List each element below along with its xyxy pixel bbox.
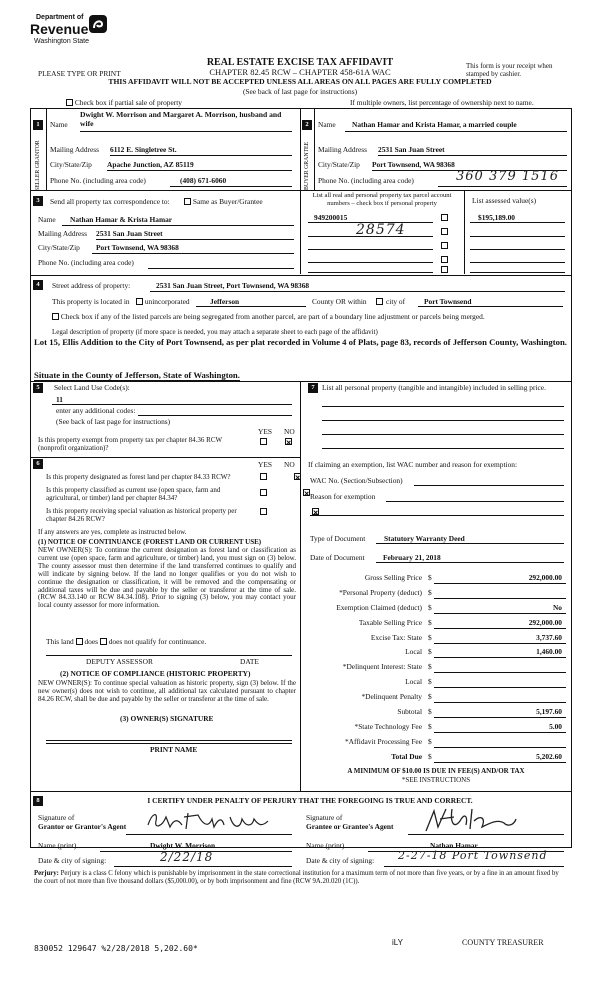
assessed-header: List assessed value(s) <box>472 196 537 205</box>
dept-line1: Department of <box>36 14 84 21</box>
corr-city-label: City/State/Zip <box>38 243 80 252</box>
parcel-header: List all real and personal property tax parcel account numbers – check box if personal property <box>312 192 452 207</box>
current-use-question: Is this property classified as current use (open space, farm and agricultural, or timber) land per chapter 84.34? <box>46 486 221 503</box>
fee-label: Subtotal <box>397 707 422 717</box>
corr-name-label: Name <box>38 215 56 224</box>
exempt-question: Is this property exempt from property tax per chapter 84.36 RCW (nonprofit organization)? <box>38 436 222 453</box>
grantor-name-field[interactable]: Dwight W. Morrison <box>150 841 216 850</box>
fee-underline <box>434 657 566 658</box>
land-does-not-checkbox[interactable] <box>100 638 107 645</box>
reason-label: Reason for exemption <box>310 492 376 501</box>
fee-table <box>310 572 566 766</box>
fee-currency: $ <box>428 677 432 687</box>
fee-row <box>310 587 566 602</box>
grantee-sig-label2: Grantee or Grantee's Agent <box>306 822 394 831</box>
grantor-signature[interactable] <box>144 807 274 835</box>
land-use-label: Select Land Use Code(s): <box>54 383 130 392</box>
grantee-name-field[interactable]: Nathan Hamar <box>430 841 478 850</box>
fee-currency: $ <box>428 692 432 702</box>
form-title: REAL ESTATE EXCISE TAX AFFIDAVIT <box>206 57 394 68</box>
fee-row <box>310 721 566 736</box>
fee-value[interactable]: 1,460.00 <box>536 647 562 657</box>
see-instructions-note: *SEE INSTRUCTIONS <box>401 776 471 784</box>
fee-label: Total Due <box>391 751 422 761</box>
deputy-date-label: DATE <box>240 657 259 666</box>
forest-yes-checkbox[interactable] <box>260 473 267 480</box>
fee-currency: $ <box>428 662 432 672</box>
fee-row <box>310 676 566 691</box>
fee-row <box>310 646 566 661</box>
grantee-date-label: Date & city of signing: <box>306 856 375 865</box>
section-5-badge: 5 <box>33 383 43 393</box>
parcel-3-personal-checkbox[interactable] <box>441 242 448 249</box>
perjury-notice: Perjury: Perjury is a class C felony which is punishable by imprisonment in the state correctional institution for a maximum term of not more than five years, or by a fine in an amount fixed by the court of not more than five thousand dollars ($5,000.00), or by both imprisonment and fine (RCW 9A.20.020 (1C)). <box>34 870 559 886</box>
fee-row <box>310 691 566 706</box>
form-instructions: (See back of last page for instructions) <box>242 87 358 96</box>
partial-sale-checkbox[interactable] <box>66 99 73 106</box>
within-city-checkbox[interactable] <box>376 298 383 305</box>
section-7-badge: 7 <box>308 383 318 393</box>
fee-label: Local <box>405 677 422 687</box>
section-2-badge: 2 <box>302 120 312 130</box>
parcel-2-field[interactable]: 28574 <box>356 222 406 238</box>
owner-signature-label: (3) OWNER(S) SIGNATURE <box>120 714 214 723</box>
fee-row <box>310 661 566 676</box>
property-city-field[interactable]: Port Townsend <box>424 297 472 306</box>
buyer-city-label: City/State/Zip <box>318 160 360 169</box>
notice1-title: (1) NOTICE OF CONTINUANCE (FOREST LAND OR CURRENT USE) <box>38 538 262 546</box>
buyer-name-field[interactable]: Nathan Hamar and Krista Hamar, a married couple <box>352 120 517 129</box>
buyer-mailing-label: Mailing Address <box>318 145 368 154</box>
forest-no-checkbox[interactable] <box>294 473 301 480</box>
corr-mailing-field[interactable]: 2531 San Juan Street <box>96 229 163 238</box>
form-warning: THIS AFFIDAVIT WILL NOT BE ACCEPTED UNLESS ALL AREAS ON ALL PAGES ARE FULLY COMPLETED <box>108 77 492 86</box>
seller-city-field[interactable]: Apache Junction, AZ 85119 <box>107 160 194 169</box>
dor-logo <box>30 14 122 54</box>
city-of-label: city of <box>386 297 406 306</box>
seller-side-label: SELLER GRANTOR <box>35 140 41 192</box>
seller-city-label: City/State/Zip <box>50 160 92 169</box>
seller-mailing-label: Mailing Address <box>50 145 100 154</box>
seller-mailing-field[interactable]: 6112 E. Singletree St. <box>110 145 177 154</box>
fee-label: Gross Selling Price <box>364 573 422 582</box>
minimum-fee-note: A MINIMUM OF $10.00 IS DUE IN FEE(S) AND/OR TAX <box>347 767 525 775</box>
fee-underline <box>434 672 566 673</box>
fee-label: *Personal Property (deduct) <box>339 587 422 597</box>
fee-underline <box>434 702 566 703</box>
dor-emblem-icon <box>88 14 108 34</box>
doc-date-field[interactable]: February 21, 2018 <box>383 553 441 562</box>
fee-row <box>310 572 566 587</box>
wac-label: WAC No. (Section/Subsection) <box>310 476 403 485</box>
fee-underline <box>434 732 566 733</box>
fee-value[interactable]: No <box>552 602 562 612</box>
cashier-stamp: 830052 129647 %2/28/2018 5,202.60* <box>34 944 198 953</box>
print-name-label: PRINT NAME <box>150 745 198 754</box>
dept-line3: Washington State <box>34 38 89 45</box>
if-yes-note: If any answers are yes, complete as instructed below. <box>38 528 187 536</box>
historic-yes-checkbox[interactable] <box>260 508 267 515</box>
segregated-checkbox[interactable] <box>52 313 59 320</box>
receipt-note: This form is your receipt when stamped by cashier. <box>466 62 553 79</box>
grantor-sig-label2: Grantor or Grantor's Agent <box>38 822 127 831</box>
segregated-option[interactable]: Check box if any of the listed parcels are being segregated from another parcel, are part of a boundary line adjustment or parcels being merged. <box>52 313 485 322</box>
county-or-label: County OR within <box>312 297 367 306</box>
fee-currency: $ <box>428 587 432 597</box>
fee-value[interactable]: 3,737.60 <box>536 632 562 642</box>
parcel-2-personal-checkbox[interactable] <box>441 228 448 235</box>
fee-currency: $ <box>428 647 432 657</box>
fee-label: *Delinquent Interest: State <box>342 662 422 672</box>
buyer-side-label: BUYER GRANTEE <box>304 141 310 191</box>
fee-label: *Affidavit Processing Fee <box>344 736 422 746</box>
corr-city-field[interactable]: Port Townsend, WA 98368 <box>96 243 179 252</box>
fee-label: *State Technology Fee <box>354 721 422 731</box>
notice1-text: NEW OWNER(S): To continue the current designation as forest land or classification as current use (open space, farm and agriculture, or timber) land, you must sign on (3) below. The county assessor must then determine if the land transferred continues to qualify and will indicate by signing below. If the land no longer qualifies or you do not wish to continue the designation or classification, it will be removed and the compensating or additional taxes will be due and payable by the seller or transferor at the time of sale. (RCW 84.33.140 or RCW 84.34.108). Prior to signing (3) below, you may contact your local county assessor for more information. <box>38 546 296 610</box>
exempt-no-checkbox[interactable] <box>285 438 292 445</box>
fee-row <box>310 751 566 766</box>
parcel-1-field[interactable]: 949200015 <box>314 213 348 222</box>
unincorporated-checkbox[interactable] <box>136 298 143 305</box>
corr-mailing-label: Mailing Address <box>38 229 88 238</box>
additional-codes-label: enter any additional codes: <box>56 406 136 415</box>
section-6-badge: 6 <box>33 459 43 469</box>
fee-value[interactable]: 292,000.00 <box>528 617 562 627</box>
grantee-date-field[interactable]: 2-27-18 Port Townsend <box>398 849 548 862</box>
fee-underline <box>434 628 566 629</box>
fee-currency: $ <box>428 602 432 612</box>
county-field[interactable]: Jefferson <box>210 297 240 306</box>
street-label: Street address of property: <box>52 281 131 290</box>
seller-name-field[interactable]: Dwight W. Morrison and Margaret A. Morrison, husband and wife <box>80 110 282 129</box>
partial-sale-option[interactable]: Check box if partial sale of property <box>66 99 182 108</box>
grantor-sig-label1: Signature of <box>38 813 75 822</box>
notice2-title: (2) NOTICE OF COMPLIANCE (HISTORIC PROPERTY) <box>60 669 251 678</box>
fee-value[interactable]: 5.00 <box>549 721 562 731</box>
current-use-no-checkbox[interactable] <box>303 489 310 496</box>
fee-underline <box>434 598 566 599</box>
personal-property-label: List all personal property (tangible and intangible) included in selling price. <box>322 383 546 392</box>
s6-no-header: NO <box>284 460 295 469</box>
buyer-mailing-field[interactable]: 2531 San Juan Street <box>378 145 445 154</box>
land-does-checkbox[interactable] <box>76 638 83 645</box>
doc-type-label: Type of Document <box>310 534 366 543</box>
same-as-buyer-option[interactable]: Same as Buyer/Grantee <box>184 198 263 207</box>
fee-currency: $ <box>428 573 432 582</box>
assessed-1-field[interactable]: $195,189.00 <box>478 213 515 222</box>
fee-row <box>310 706 566 721</box>
fee-underline <box>434 717 566 718</box>
unincorporated-option[interactable]: unincorporated <box>136 298 190 307</box>
fee-currency: $ <box>428 707 432 717</box>
situate-text: Situate in the County of Jefferson, State of Washington. <box>34 370 240 380</box>
corr-name-field[interactable]: Nathan Hamar & Krista Hamar <box>70 215 173 224</box>
fee-row <box>310 602 566 617</box>
parcel-4-personal-checkbox[interactable] <box>441 256 448 263</box>
section-1-badge: 1 <box>33 120 43 130</box>
grantee-signature[interactable] <box>420 805 520 835</box>
dept-line2: Revenue <box>30 21 89 37</box>
please-type: PLEASE TYPE OR PRINT <box>38 69 121 78</box>
section-8-badge: 8 <box>33 796 43 806</box>
fee-value[interactable]: 5,202.60 <box>536 751 562 761</box>
fee-label: Excise Tax: State <box>370 632 422 642</box>
fee-row <box>310 632 566 647</box>
grantor-name-label: Name (print) <box>38 841 77 850</box>
fee-underline <box>434 613 566 614</box>
s6-yes-header: YES <box>258 460 272 469</box>
multiple-owners-note: If multiple owners, list percentage of ownership next to name. <box>350 98 534 107</box>
grantee-name-label: Name (print) <box>306 841 345 850</box>
fee-underline <box>434 687 566 688</box>
grantor-date-field[interactable]: 2/22/18 <box>160 850 214 864</box>
section-3-badge: 3 <box>33 196 43 206</box>
land-use-see-back: (See back of last page for instructions) <box>56 417 171 426</box>
fee-currency: $ <box>428 736 432 746</box>
parcel-1-personal-checkbox[interactable] <box>441 214 448 221</box>
fee-label: Exemption Claimed (deduct) <box>336 602 422 612</box>
fee-label: *Delinquent Penalty <box>361 692 422 702</box>
fee-underline <box>434 583 566 584</box>
fee-label: Taxable Selling Price <box>358 617 422 627</box>
doc-date-label: Date of Document <box>310 553 365 562</box>
seller-phone-field[interactable]: (408) 671-6060 <box>180 176 227 185</box>
certify-statement: I CERTIFY UNDER PENALTY OF PERJURY THAT THE FOREGOING IS TRUE AND CORRECT. <box>147 796 473 805</box>
fee-currency: $ <box>428 751 432 761</box>
fee-currency: $ <box>428 721 432 731</box>
historic-question: Is this property receiving special valuation as historical property per chapter 84.26 RCW? <box>46 507 237 524</box>
located-label: This property is located in <box>52 297 130 306</box>
doc-type-field[interactable]: Statutory Warranty Deed <box>384 534 465 543</box>
fee-label: Local <box>405 647 422 657</box>
fee-value[interactable]: 5,197.60 <box>536 707 562 717</box>
street-field[interactable]: 2531 San Juan Street, Port Townsend, WA 98368 <box>156 281 310 290</box>
parcel-5-personal-checkbox[interactable] <box>441 266 448 273</box>
fee-underline <box>434 747 566 748</box>
land-use-code-field[interactable]: 11 <box>56 395 63 404</box>
grantor-date-label: Date & city of signing: <box>38 856 107 865</box>
legal-label: Legal description of property (if more space is needed, you may attach a separate sheet to each page of the affidavit) <box>52 328 378 336</box>
historic-no-checkbox[interactable] <box>312 508 319 515</box>
tax-corr-label: Send all property tax correspondence to: <box>50 197 170 206</box>
buyer-phone-label: Phone No. (including area code) <box>318 176 414 185</box>
buyer-name-label: Name <box>318 120 336 129</box>
seller-name-label: Name <box>50 120 68 129</box>
fee-currency: $ <box>428 617 432 627</box>
cashier-initials: iLY <box>392 938 403 947</box>
fee-underline <box>434 762 566 763</box>
this-land-option[interactable]: This land does does not qualify for continuance. <box>46 637 207 646</box>
fee-value[interactable]: 292,000.00 <box>528 573 562 582</box>
exemption-label: If claiming an exemption, list WAC number and reason for exemption: <box>308 460 518 469</box>
buyer-city-field[interactable]: Port Townsend, WA 98368 <box>372 160 455 169</box>
corr-phone-label: Phone No. (including area code) <box>38 258 134 267</box>
county-treasurer-label: COUNTY TREASURER <box>462 938 544 947</box>
land-use-yes-header: YES <box>258 427 272 436</box>
land-use-no-header: NO <box>284 427 295 436</box>
fee-row <box>310 736 566 751</box>
form-subtitle: CHAPTER 82.45 RCW – CHAPTER 458-61A WAC <box>209 67 391 77</box>
deputy-assessor-label: DEPUTY ASSESSOR <box>86 657 153 666</box>
section-4-badge: 4 <box>33 280 43 290</box>
exempt-yes-checkbox[interactable] <box>260 438 267 445</box>
notice2-text: NEW OWNER(S): To continue special valuation as historic property, sign (3) below. If the new owner(s) does not wish to continue, all additional tax calculated pursuant to chapter 84.26 RCW, shall be due and payable by the seller or transferor at the time of sale. <box>38 679 296 703</box>
current-use-yes-checkbox[interactable] <box>260 489 267 496</box>
fee-row <box>310 617 566 632</box>
fee-currency: $ <box>428 632 432 642</box>
forest-land-question: Is this property designated as forest land per chapter 84.33 RCW? <box>46 473 231 481</box>
buyer-phone-field[interactable]: 360 379 1516 <box>456 169 559 184</box>
seller-phone-label: Phone No. (including area code) <box>50 176 146 185</box>
grantee-sig-label1: Signature of <box>306 813 343 822</box>
legal-description-field[interactable]: Lot 15, Ellis Addition to the City of Port Townsend, as per plat recorded in Volume 4 of Plats, page 83, records of Jefferson County, Washington. <box>34 337 567 347</box>
same-as-buyer-checkbox[interactable] <box>184 198 191 205</box>
fee-underline <box>434 643 566 644</box>
